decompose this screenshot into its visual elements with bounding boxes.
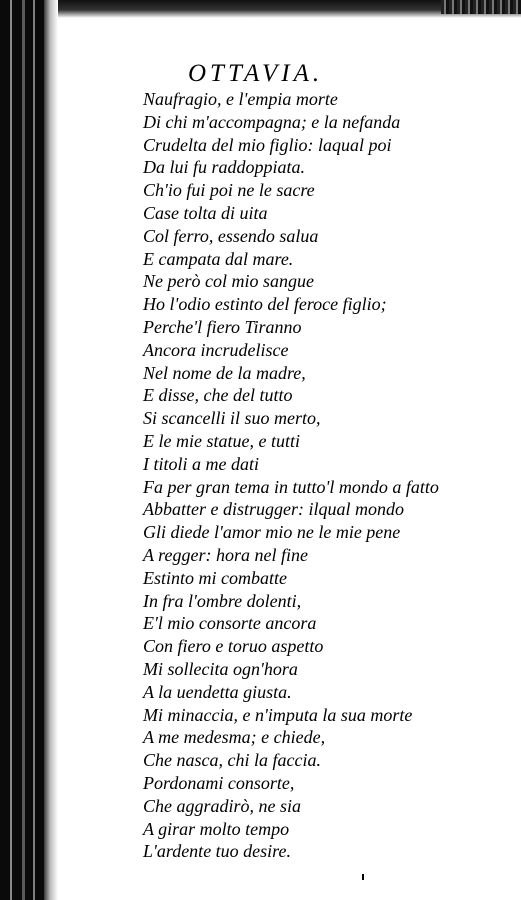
- verse-line: Col ferro, essendo salua: [143, 225, 319, 246]
- gutter-line: [22, 0, 25, 900]
- verse-line: E'l mio consorte ancora: [143, 613, 317, 634]
- verse-line: E campata dal mare.: [143, 248, 294, 269]
- verse-line: Che nasca, chi la faccia.: [143, 750, 321, 771]
- verse-line: Ancora incrudelisce: [143, 339, 289, 360]
- verse-line: In fra l'ombre dolenti,: [143, 590, 302, 611]
- verse-line: Estinto mi combatte: [143, 567, 287, 588]
- gutter-line: [10, 0, 12, 900]
- verse-line: E disse, che del tutto: [143, 385, 293, 406]
- page-speck: [362, 874, 364, 880]
- verse-line: Mi minaccia, e n'imputa la sua morte: [143, 704, 413, 725]
- verse-line: Si scancelli il suo merto,: [143, 408, 321, 429]
- verse-line: A girar molto tempo: [143, 818, 290, 839]
- verse-line: Con fiero e toruo aspetto: [143, 636, 324, 657]
- verse-line: Case tolta di uita: [143, 202, 268, 223]
- verse-line: Ne però col mio sangue: [143, 271, 314, 292]
- verse-line: L'ardente tuo desire.: [143, 841, 291, 862]
- verse-line: A me medesma; e chiede,: [143, 727, 326, 748]
- verse-line: Pordonami consorte,: [143, 772, 295, 793]
- verse-line: Fa per gran tema in tutto'l mondo a fatto: [143, 476, 439, 497]
- page-corner-texture: [441, 0, 521, 14]
- verse-line: Ho l'odio estinto del feroce figlio;: [143, 294, 387, 315]
- verse-line: Abbatter e distrugger: ilqual mondo: [143, 499, 404, 520]
- verse-line: Crudelta del mio figlio: laqual poi: [143, 134, 392, 155]
- verse-line: A la uendetta giusta.: [143, 681, 292, 702]
- gutter-shadow: [44, 0, 58, 900]
- verse-list: [143, 88, 439, 863]
- verse-line: I titoli a me dati: [143, 453, 259, 474]
- verse-line: Gli diede l'amor mio ne le mie pene: [143, 522, 401, 543]
- verse-line: Di chi m'accompagna; e la nefanda: [143, 111, 401, 132]
- verse-line: Perche'l fiero Tiranno: [143, 316, 302, 337]
- verse-line: E le mie statue, e tutti: [143, 430, 300, 451]
- verse-line: Mi sollecita ogn'hora: [143, 658, 298, 679]
- gutter-line: [33, 0, 35, 900]
- book-binding-gutter: [0, 0, 44, 900]
- verse-line: Da lui fu raddoppiata.: [143, 157, 306, 178]
- verse-line: A regger: hora nel fine: [143, 544, 308, 565]
- verse-line: Ch'io fui poi ne le sacre: [143, 180, 315, 201]
- running-header: OTTAVIA.: [188, 60, 324, 87]
- verse-line: Che aggradirò, ne sia: [143, 795, 302, 816]
- verse-line: Naufragio, e l'empia morte: [143, 89, 338, 109]
- verse-line: Nel nome de la madre,: [143, 362, 306, 383]
